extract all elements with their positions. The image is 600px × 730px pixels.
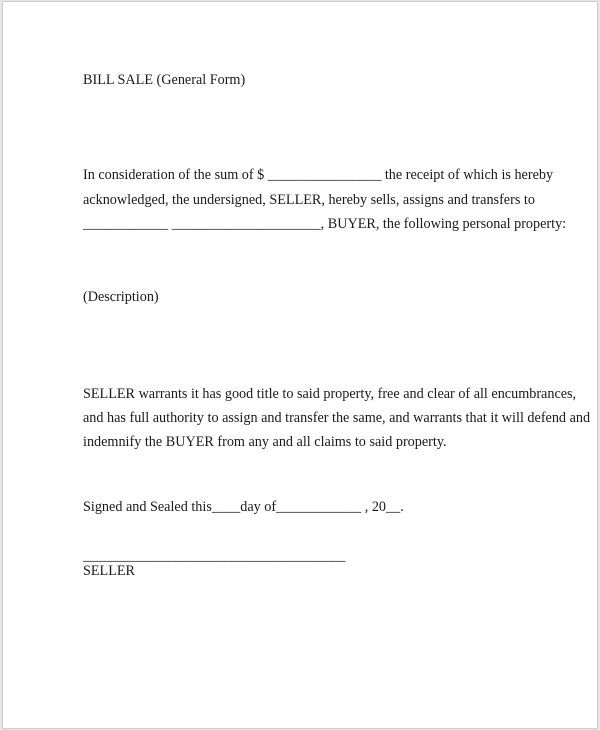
consideration-line-2: acknowledged, the undersigned, SELLER, hereby sells, assigns and transfers to [83, 192, 535, 208]
consideration-line-1: In consideration of the sum of $ ________________ the receipt of which is hereby [83, 167, 554, 183]
description-label: (Description) [83, 289, 159, 305]
seller-label: SELLER [83, 563, 136, 579]
document-title: BILL SALE (General Form) [83, 72, 246, 88]
seller-signature-line: _____________________________________ [83, 548, 346, 564]
warranty-line-1: SELLER warrants it has good title to said property, free and clear of all encumbrances, [83, 386, 577, 402]
consideration-line-3: ____________ _____________________, BUYER, the following personal property: [83, 216, 567, 232]
warranty-line-3: indemnify the BUYER from any and all claims to said property. [83, 434, 447, 450]
document-page [2, 1, 598, 729]
signed-and-sealed-line: Signed and Sealed this____day of____________ , 20__. [83, 499, 404, 515]
warranty-line-2: and has full authority to assign and transfer the same, and warrants that it will defend and [83, 410, 591, 426]
